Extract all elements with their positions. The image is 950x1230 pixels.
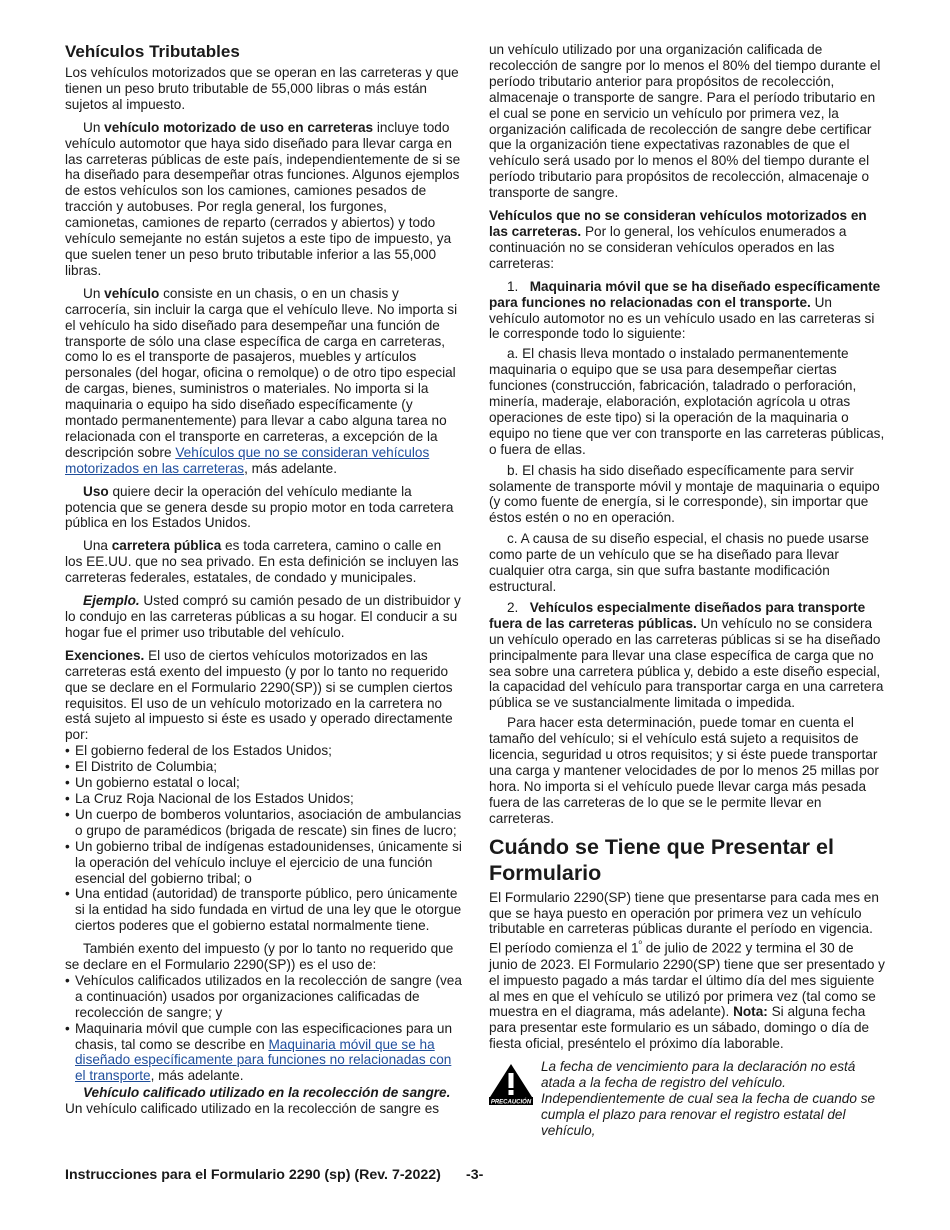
paragraph-non-highway: Vehículos que no se consideran vehículos motorizados en las carreteras. Por lo general, los vehículos enumerados a continuación no se consideran vehículos operados en las carreteras:: [489, 208, 867, 271]
section-heading-when-to-file: Cuándo se Tiene que Presentar el Formulario: [489, 834, 834, 885]
paragraph-exemptions: Exenciones. El uso de ciertos vehículos motorizados en las carreteras está exento del impuesto (y por lo tanto no requerido que se declare en el Formulario 2290(SP)) si se cumplen ciertos requisitos. El uso de un vehículo motorizado en la carretera no está sujeto al impuesto si éste es usado y operado directamente por:: [65, 647, 453, 743]
list-item: • Un gobierno tribal de indígenas estadounidenses, únicamente si la operación del vehículo incluye el ejercicio de una función esencial del gobierno tribal; o: [65, 839, 462, 887]
list-item: • El gobierno federal de los Estados Unidos;: [65, 743, 462, 759]
left-column: [65, 42, 462, 1124]
caution-text: La fecha de vencimiento para la declaración no está atada a la fecha de registro del vehículo. Independientemente de cual sea la fecha de cuando se cumpla el plazo para renovar el registro estatal del vehículo,: [541, 1059, 876, 1138]
list-item: • Un gobierno estatal o local;: [65, 775, 462, 791]
list-item-1: 1. Maquinaria móvil que se ha diseñado específicamente para funciones no relacionadas con el transporte. Un vehículo automotor no es un vehículo usado en las carreteras si le corresponde todo lo siguiente:: [489, 278, 881, 342]
paragraph: El Formulario 2290(SP) tiene que presentarse para cada mes en que se haya puesto en operación por primera vez un vehículo tributable en carreteras públicas durante el período en vigencia. El período comienza el $1^º$ de julio de 2022 y termina el 30 de junio de 2023. El Formulario 2290(SP) tiene que ser presentado y el impuesto pagado a más tardar el último día del mes siguiente al mes en que el vehículo se utilizó por primera vez (tal como se muestra en el diagrama, más adelante). Nota: Si alguna fecha para presentar este formulario es un sábado, domingo o día de fiesta oficial, preséntelo el próximo día laborable.: [489, 889, 885, 1052]
page-footer: [65, 1167, 565, 1183]
paragraph: Para hacer esta determinación, puede tomar en cuenta el tamaño del vehículo; si el vehículo está sujeto a requisitos de licencia, seguridad u otros requisitos; y si éste puede transportar una carga y mantener velocidades de por lo menos 25 millas por hora. No importa si el vehículo puede llevar carga más pesada fuera de las carreteras de lo que se le permite llevar en carreteras.: [489, 715, 879, 826]
paragraph-example: Ejemplo. Usted compró su camión pesado de un distribuidor y lo condujo en las carreteras públicas a su hogar. El conducir a su hogar fue el primer uso tributable del vehículo.: [65, 593, 461, 640]
list-item: • Maquinaria móvil que cumple con las especificaciones para un chasis, tal como se describe en Maquinaria móvil que se ha diseñado específicamente para funciones no relacionadas con el transporte, más adelante.: [65, 1021, 462, 1085]
caution-icon: [489, 1063, 533, 1105]
list-item: • Una entidad (autoridad) de transporte público, pero únicamente si la entidad ha sido fundada en virtud de una ley que le otorgue ciertos poderes que el gobierno estatal normalmente tiene.: [65, 886, 462, 934]
link-non-highway-vehicles[interactable]: Vehículos que no se consideran vehículos motorizados en las carreteras: [65, 444, 430, 476]
paragraph: Una carretera pública es toda carretera, camino o calle en los EE.UU. que no sea privado. En esta definición se incluyen las carreteras federales, estatales, de condado y municipales.: [65, 538, 459, 586]
right-column: [489, 42, 885, 1139]
caution-note: [489, 1059, 885, 1139]
paragraph: un vehículo utilizado por una organización calificada de recolección de sangre por lo menos el 80% del tiempo durante el período tributario anterior para propósitos de recolección, almacenaje o transporte de sangre. Para el período tributario en el cual se pone en servicio un vehículo por primera vez, la organización calificada de recolección de sangre debe certificar que la organización tiene expectativas razonables de que el vehículo será usado por lo menos el 80% del tiempo durante el período tributario para propósitos de recolección, almacenaje o transporte de sangre.: [489, 42, 881, 201]
page-number: -3-: [466, 1167, 484, 1183]
paragraph: También exento del impuesto (y por lo tanto no requerido que se declare en el Formulario 2290(SP)) es el uso de:: [65, 941, 454, 973]
caution-label: PRECAUCIÓN: [490, 1099, 532, 1106]
sub-item-c: c. A causa de su diseño especial, el chasis no puede usarse como parte de un vehículo que se ha diseñado para llevar cualquier otra carga, sin que sufra bastante modificación estructural.: [489, 531, 869, 594]
footer-title: Instrucciones para el Formulario 2290 (sp) (Rev. 7-2022): [65, 1167, 441, 1183]
paragraph-blood-collector: Vehículo calificado utilizado en la recolección de sangre. Un vehículo calificado utilizado en la recolección de sangre es: [65, 1085, 451, 1117]
paragraph: Un vehículo consiste en un chasis, o en un chasis y carrocería, sin incluir la carga que el vehículo lleve. No importa si el vehículo ha sido diseñado para desempeñar una función de transporte de sólo una clase específica de carga en carreteras, como lo es el transporte de pasajeros, muebles y artículos personales (del hogar, oficina o remolque) o de otro tipo especial de cargas, bienes, suministros o materiales. No importa si la maquinaria o equipo ha sido diseñado específicamente (y montado permanentemente) para llevar a cabo alguna tarea no relacionada con el transporte en carreteras, a excepción de la descripción sobre Vehículos que no se consideran vehículos motorizados en las carreteras, más adelante.: [65, 285, 458, 476]
section-heading-taxable-vehicles: Vehículos Tributables: [65, 42, 240, 61]
paragraph: Un vehículo motorizado de uso en carreteras incluye todo vehículo automotor que haya sido diseñado para llevar carga en las carreteras públicas de este país, independientemente de si se ha diseñado para desempeñar otras funciones. Algunos ejemplos de estos vehículos son los camiones, camiones pesados de tracción y autobuses. Por regla general, los furgones, camionetas, camiones de reparto (cerrados y abiertos) y todo vehículo semejante no están sujetos a este tipo de impuesto, ya que suelen tener un peso bruto tributable inferior a las 55,000 libras.: [65, 119, 461, 278]
paragraph: Uso quiere decir la operación del vehículo mediante la potencia que se genera desde su propio motor en toda carretera pública en los Estados Unidos.: [65, 483, 454, 531]
list-item: • La Cruz Roja Nacional de los Estados Unidos;: [65, 791, 462, 807]
exemption-list: [65, 743, 462, 934]
list-item: • Un cuerpo de bomberos voluntarios, asociación de ambulancias o grupo de paramédicos (brigada de rescate) sin fines de lucro;: [65, 807, 462, 839]
link-mobile-machinery[interactable]: Maquinaria móvil que se ha diseñado específicamente para funciones no relacionadas con el transporte: [75, 1036, 452, 1084]
paragraph: Los vehículos motorizados que se operan en las carreteras y que tienen un peso bruto tributable de 55,000 libras o más están sujetos al impuesto.: [65, 65, 459, 112]
sub-item-b: b. El chasis ha sido diseñado específicamente para servir solamente de transporte móvil y montaje de maquinaria o equipo (y como fuente de energía, si le corresponde), sin importar que éstos estén o no en operación.: [489, 462, 880, 526]
list-item-2: 2. Vehículos especialmente diseñados para transporte fuera de las carreteras públicas. Un vehículo no se considera un vehículo operado en las carreteras públicas si se ha diseñado principalmente para llevar una clase específica de carga que no sea sobre una carretera pública y, debido a este diseño especial, la capacidad del vehículo para transportar carga en una carretera pública se ve sustancialmente limitada o impedida.: [489, 599, 884, 711]
list-item: • El Distrito de Columbia;: [65, 759, 462, 775]
sub-item-a: a. El chasis lleva montado o instalado permanentemente maquinaria o equipo que se usa para desempeñar ciertas funciones (construcción, fabricación, taladrado o perforación, minería, maderaje, elaboración, explotación agrícola u otras operaciones de este tipo) si la operación de la maquinaria o equipo no tiene que ver con transporte en las carreteras públicas, o fuera de ellas.: [489, 346, 885, 457]
list-item: • Vehículos calificados utilizados en la recolección de sangre (vea a continuación) usados por organizaciones calificadas de recolección de sangre; y: [65, 973, 462, 1021]
